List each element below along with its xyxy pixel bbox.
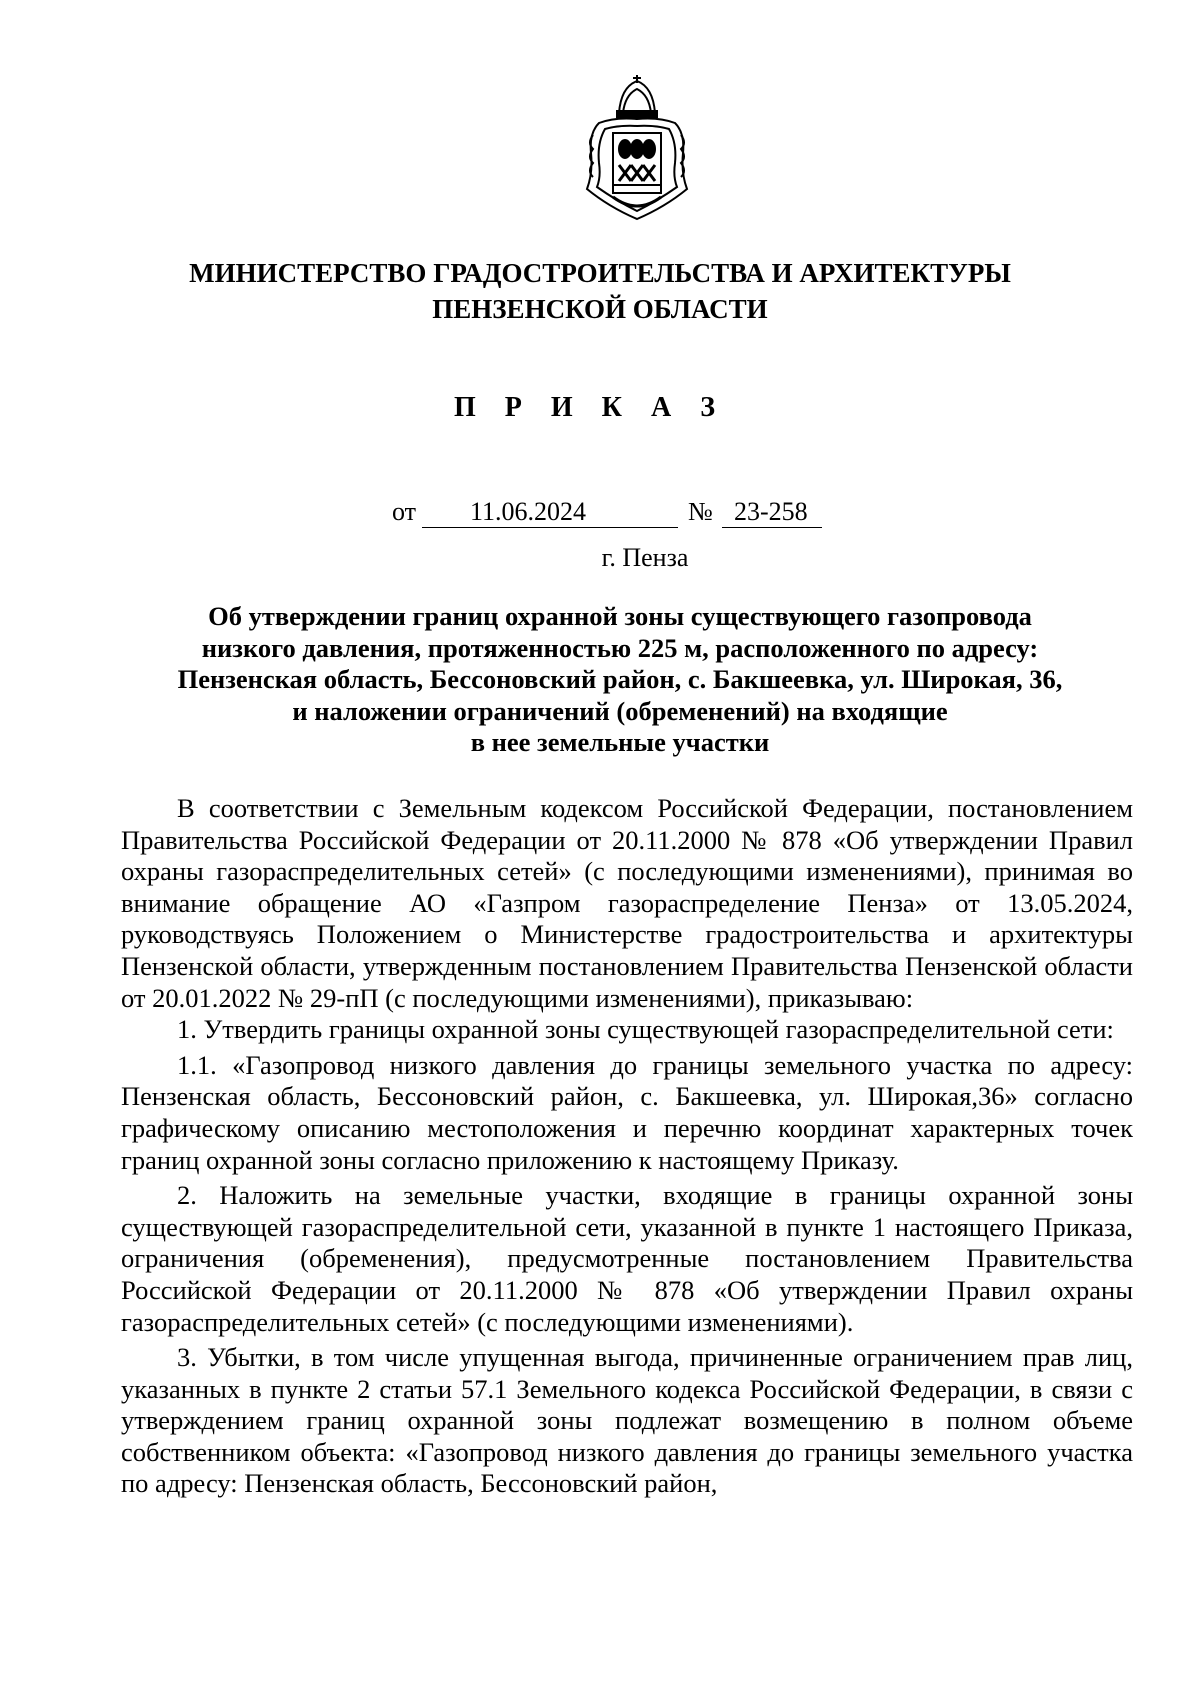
title-line: и наложении ограничений (обременений) на входящие — [292, 695, 948, 726]
title-line: Пензенская область, Бессоновский район, с. Бакшеевка, ул. Широкая, 36, — [177, 664, 1063, 694]
ministry-name-line-1: МИНИСТЕРСТВО ГРАДОСТРОИТЕЛЬСТВА И АРХИТЕКТУРЫ — [189, 258, 1011, 288]
city: г. Пенза — [601, 543, 689, 572]
date-label: от — [392, 497, 417, 526]
document-body — [121, 793, 1133, 1500]
body-paragraph-item-2: 2. Наложить на земельные участки, входящие в границы охранной зоны существующей газораспределительной сети, указанной в пункте 1 настоящего Приказа, ограничения (обременения), предусмотренные постановлением Правительства Российской Федерации от 20.11.2000 № 878 «Об утверждении Правил охраны газораспределительных сетей» (с последующими изменениями). — [121, 1180, 1133, 1337]
title-line: низкого давления, протяженностью 225 м, расположенного по адресу: — [201, 632, 1039, 663]
document-type-heading: П Р И К А З — [454, 392, 726, 423]
number-value: 23-258 — [734, 497, 808, 526]
date-value: 11.06.2024 — [470, 497, 587, 526]
title-line: Об утверждении границ охранной зоны существующего газопровода — [208, 601, 1032, 631]
body-paragraph-item-1-1: 1.1. «Газопровод низкого давления до границы земельного участка по адресу: Пензенская область, Бессоновский район, с. Бакшеевка, ул. Широкая,36» согласно графическому описанию местоположения и перечню координат характерных точек границ охранной зоны согласно приложению к настоящему Приказу. — [121, 1049, 1133, 1175]
number-underline — [722, 527, 822, 528]
body-paragraph-item-3: 3. Убытки, в том числе упущенная выгода, причиненные ограничением прав лиц, указанных в пункте 2 статьи 57.1 Земельного кодекса Российской Федерации, в связи с утверждением границ охранной зоны подлежат возмещению в полном объеме собственником объекта: «Газопровод низкого давления до границы земельного участка по адресу: Пензенская область, Бессоновский район, — [121, 1342, 1133, 1499]
body-paragraph-preamble: В соответствии с Земельным кодексом Российской Федерации, постановлением Правительства Российской Федерации от 20.11.2000 № 878 «Об утверждении Правил охраны газораспределительных сетей» (с последующими изменениями), принимая во внимание обращение АО «Газпром газораспределение Пенза» от 13.05.2024, руководствуясь Положением о Министерстве градостроительства и архитектуры Пензенской области, утвержденным постановлением Правительства Пензенской области от 20.01.2022 № 29-пП (с последующими изменениями), приказываю: — [121, 793, 1133, 1013]
document-title — [120, 601, 1120, 759]
number-label: № — [688, 497, 713, 526]
date-underline — [422, 527, 678, 528]
body-paragraph-item-1: 1. Утвердить границы охранной зоны существующей газораспределительной сети: — [177, 1014, 1114, 1045]
coat-of-arms-emblem — [579, 73, 695, 223]
title-line: в нее земельные участки — [470, 727, 770, 757]
ministry-name — [0, 255, 1200, 327]
ministry-name-line-2: ПЕНЗЕНСКОЙ ОБЛАСТИ — [432, 294, 768, 324]
